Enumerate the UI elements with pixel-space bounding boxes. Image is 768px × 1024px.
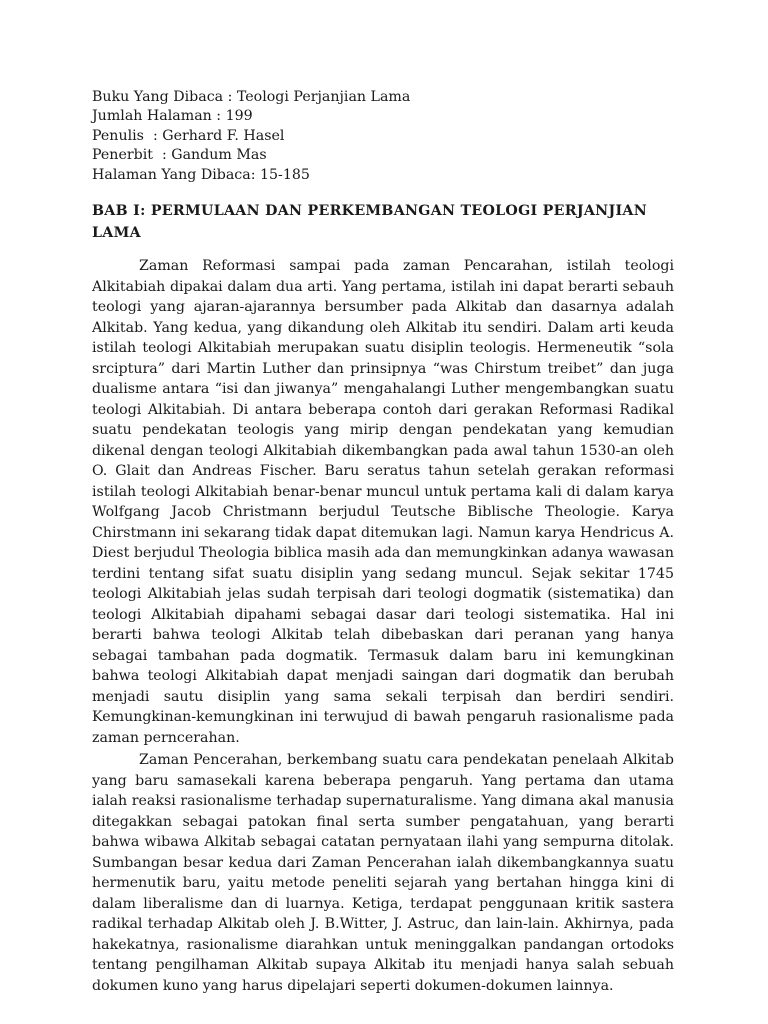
chapter-body [92,256,674,996]
author-line: Penulis : Gerhard F. Hasel [92,127,285,144]
paragraph: Zaman Reformasi sampai pada zaman Pencarahan, istilah teologi Alkitabiah dipakai dalam dua arti. Yang pertama, istilah ini dapat berarti sebauh teologi yang ajaran-ajarannya bersumber pada Alkitab dan dasarnya adalah Alkitab. Yang kedua, yang dikandung oleh Alkitab itu sendiri. Dalam arti keuda istilah teologi Alkitabiah merupakan suatu disiplin teologis. Hermeneutik “sola srciptura” dari Martin Luther dan prinsipnya “was Chirstum treibet” dan juga dualisme antara “isi dan jiwanya” mengahalangi Luther mengembangkan suatu teologi Alkitabiah. Di antara beberapa contoh dari gerakan Reformasi Radikal suatu pendekatan teologis yang mirip dengan pendekatan yang kemudian dikenal dengan teologi Alkitabiah dikembangkan pada awal tahun 1530-an oleh O. Glait dan Andreas Fischer. Baru seratus tahun setelah gerakan reformasi istilah teologi Alkitabiah benar-benar muncul untuk pertama kali di dalam karya Wolfgang Jacob Christmann berjudul Teutsche Biblische Theologie. Karya Chirstmann ini sekarang tidak dapat ditemukan lagi. Namun karya Hendricus A. Diest berjudul Theologia biblica masih ada dan memungkinkan adanya wawasan terdini tentang sifat suatu disiplin yang sedang muncul. Sejak sekitar 1745 teologi Alkitabiah jelas sudah terpisah dari teologi dogmatik (sistematika) dan teologi Alkitabiah dipahami sebagai dasar dari teologi sistematika. Hal ini berarti bahwa teologi Alkitab telah dibebaskan dari peranan yang hanya sebagai tambahan pada dogmatik. Termasuk dalam baru ini kemungkinan bahwa teologi Alkitabiah dapat menjadi saingan dari dogmatik dan berubah menjadi sautu disiplin yang sama sekali terpisah dan berdiri sendiri. Kemungkinan-kemungkinan ini terwujud di bawah pengaruh rasionalisme pada zaman perncerahan. [92,258,674,746]
paragraph: Zaman Pencerahan, berkembang suatu cara pendekatan penelaah Alkitab yang baru samasekali karena beberapa pengaruh. Yang pertama dan utama ialah reaksi rasionalisme terhadap supernaturalisme. Yang dimana akal manusia ditegakkan sebagai patokan final serta sumber pengatahuan, yang berarti bahwa wibawa Alkitab sebagai catatan pernyataan ilahi yang sempurna ditolak. Sumbangan besar kedua dari Zaman Pencerahan ialah dikembangkannya suatu hermenutik baru, yaitu metode peneliti sejarah yang bertahan hingga kini di dalam liberalisme dan di luarnya. Ketiga, terdapat penggunaan kritik sastera radikal terhadap Alkitab oleh J. B.Witter, J. Astruc, dan lain-lain. Akhirnya, pada hakekatnya, rasionalisme diarahkan untuk meninggalkan pandangan ortodoks tentang pengilhaman Alkitab supaya Alkitab itu menjadi hanya salah sebuah dokumen kuno yang harus dipelajari seperti dokumen-dokumen lainnya. [92,752,674,994]
book-title-line: Buku Yang Dibaca : Teologi Perjanjian Lama [92,89,411,105]
page-count-line: Jumlah Halaman : 199 [92,108,253,125]
book-metadata [92,88,674,185]
pages-read-line: Halaman Yang Dibaca: 15-185 [92,166,310,183]
chapter-heading: BAB I: PERMULAAN DAN PERKEMBANGAN TEOLOGI PERJANJIAN LAMA [92,203,647,241]
publisher-line: Penerbit : Gandum Mas [92,147,267,164]
